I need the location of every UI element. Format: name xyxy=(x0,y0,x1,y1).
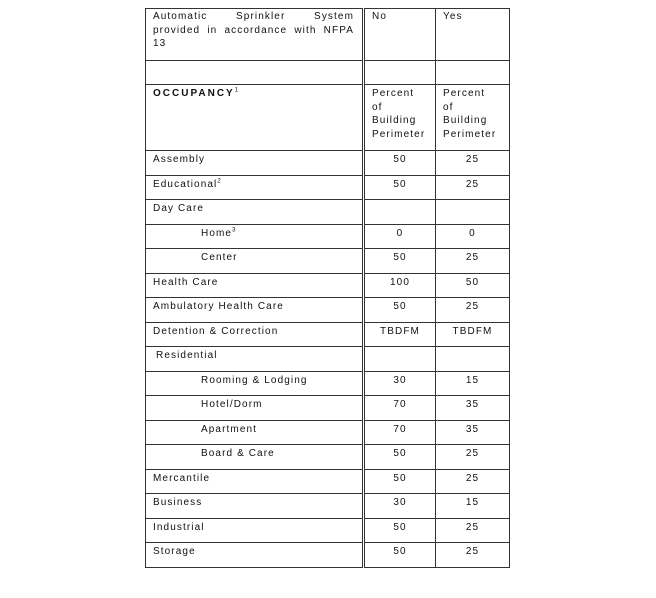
percent-with-sprinkler-cell: 25 xyxy=(436,445,510,470)
table-row xyxy=(146,420,510,445)
occupancy-type-cell xyxy=(146,249,364,274)
column-yes-header: Yes xyxy=(436,9,510,61)
percent-no-sprinkler-cell: 50 xyxy=(364,175,436,200)
table-row xyxy=(146,249,510,274)
percent-with-sprinkler-cell: 25 xyxy=(436,175,510,200)
table-row xyxy=(146,371,510,396)
table-row xyxy=(146,445,510,470)
percent-with-sprinkler-cell: 25 xyxy=(436,469,510,494)
occupancy-type-label: Day Care xyxy=(153,203,205,214)
occupancy-type-cell xyxy=(146,322,364,347)
footnote-marker: 3 xyxy=(232,227,236,234)
percent-with-sprinkler-cell: 15 xyxy=(436,371,510,396)
occupancy-type-label: Educational xyxy=(153,178,218,190)
spacer-cell xyxy=(146,61,364,85)
column-no-subheader: Percent of Building Perimeter xyxy=(364,85,436,151)
percent-no-sprinkler-cell: 50 xyxy=(364,543,436,568)
occupancy-type-label: Board & Care xyxy=(201,448,275,459)
percent-with-sprinkler-cell: 25 xyxy=(436,151,510,176)
occupancy-type-label: Home xyxy=(201,227,233,239)
percent-with-sprinkler-cell: 25 xyxy=(436,543,510,568)
percent-with-sprinkler-cell xyxy=(436,347,510,372)
occupancy-header xyxy=(146,85,364,151)
occupancy-type-cell xyxy=(146,494,364,519)
table-row xyxy=(146,469,510,494)
occupancy-type-label: Rooming & Lodging xyxy=(201,374,308,386)
table-row xyxy=(146,396,510,421)
sprinkler-label: Automatic Sprinkler System provided in accordance with NFPA 13 xyxy=(146,9,364,61)
table-row xyxy=(146,494,510,519)
occupancy-type-cell xyxy=(146,151,364,176)
table-row xyxy=(146,347,510,372)
table-row xyxy=(146,200,510,225)
occupancy-type-cell xyxy=(146,518,364,543)
occupancy-label: OCCUPANCY xyxy=(153,88,235,99)
percent-no-sprinkler-cell xyxy=(364,347,436,372)
percent-no-sprinkler-cell: 70 xyxy=(364,396,436,421)
footnote-marker: 2 xyxy=(217,178,221,185)
percent-no-sprinkler-cell: 50 xyxy=(364,151,436,176)
percent-no-sprinkler-cell: 50 xyxy=(364,469,436,494)
table-row xyxy=(146,273,510,298)
percent-no-sprinkler-cell: 50 xyxy=(364,249,436,274)
percent-no-sprinkler-cell: TBDFM xyxy=(364,322,436,347)
spacer-cell xyxy=(364,61,436,85)
column-yes-subheader: Percent of Building Perimeter xyxy=(436,85,510,151)
occupancy-type-label: Mercantile xyxy=(153,472,211,484)
percent-with-sprinkler-cell: 0 xyxy=(436,224,510,249)
occupancy-type-label: Ambulatory Health Care xyxy=(153,301,284,312)
percent-with-sprinkler-cell: 25 xyxy=(436,298,510,323)
occupancy-type-cell xyxy=(146,175,364,200)
percent-with-sprinkler-cell: 15 xyxy=(436,494,510,519)
occupancy-type-label: Business xyxy=(153,497,203,508)
percent-no-sprinkler-cell: 100 xyxy=(364,273,436,298)
table-row xyxy=(146,543,510,568)
percent-no-sprinkler-cell: 30 xyxy=(364,371,436,396)
occupancy-header-row xyxy=(146,85,510,151)
occupancy-type-cell xyxy=(146,396,364,421)
spacer-row xyxy=(146,61,510,85)
percent-no-sprinkler-cell xyxy=(364,200,436,225)
occupancy-type-label: Health Care xyxy=(153,276,219,288)
occupancy-type-cell xyxy=(146,420,364,445)
occupancy-type-label: Residential xyxy=(156,350,218,361)
percent-no-sprinkler-cell: 50 xyxy=(364,445,436,470)
spacer-cell xyxy=(436,61,510,85)
occupancy-type-cell xyxy=(146,445,364,470)
percent-with-sprinkler-cell: 35 xyxy=(436,396,510,421)
occupancy-type-label: Hotel/Dorm xyxy=(201,399,263,410)
occupancy-type-label: Detention & Correction xyxy=(153,325,279,337)
table-row xyxy=(146,224,510,249)
table-row xyxy=(146,151,510,176)
occupancy-type-cell xyxy=(146,347,364,372)
occupancy-type-label: Apartment xyxy=(201,423,258,435)
column-no-header: No xyxy=(364,9,436,61)
table-row xyxy=(146,298,510,323)
occupancy-type-cell xyxy=(146,224,364,249)
percent-no-sprinkler-cell: 50 xyxy=(364,518,436,543)
percent-no-sprinkler-cell: 70 xyxy=(364,420,436,445)
occupancy-table-wrapper xyxy=(145,8,509,568)
percent-with-sprinkler-cell: 25 xyxy=(436,518,510,543)
occupancy-type-cell xyxy=(146,273,364,298)
percent-no-sprinkler-cell: 30 xyxy=(364,494,436,519)
occupancy-type-cell xyxy=(146,543,364,568)
occupancy-type-cell xyxy=(146,298,364,323)
percent-with-sprinkler-cell: 50 xyxy=(436,273,510,298)
percent-no-sprinkler-cell: 0 xyxy=(364,224,436,249)
occupancy-rows xyxy=(146,151,510,568)
occupancy-type-label: Assembly xyxy=(153,154,206,165)
percent-no-sprinkler-cell: 50 xyxy=(364,298,436,323)
occupancy-type-label: Industrial xyxy=(153,521,205,533)
occupancy-type-label: Center xyxy=(201,252,238,263)
occupancy-table xyxy=(145,8,510,568)
table-row xyxy=(146,322,510,347)
sprinkler-header-row xyxy=(146,9,510,61)
footnote-marker: 1 xyxy=(234,87,239,94)
percent-with-sprinkler-cell: 25 xyxy=(436,249,510,274)
percent-with-sprinkler-cell: 35 xyxy=(436,420,510,445)
occupancy-type-cell xyxy=(146,371,364,396)
occupancy-type-cell xyxy=(146,200,364,225)
occupancy-type-label: Storage xyxy=(153,546,196,557)
percent-with-sprinkler-cell xyxy=(436,200,510,225)
percent-with-sprinkler-cell: TBDFM xyxy=(436,322,510,347)
table-row xyxy=(146,175,510,200)
occupancy-type-cell xyxy=(146,469,364,494)
table-row xyxy=(146,518,510,543)
